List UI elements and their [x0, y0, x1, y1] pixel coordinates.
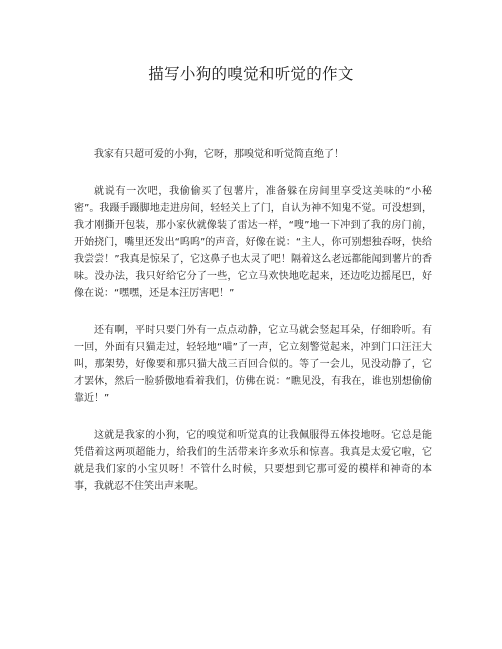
paragraph: 还有啊，平时只要门外有一点点动静，它立马就会竖起耳朵，仔细聆听。有一回，外面有只猫走过，轻轻地“喵”了一声，它立刻警觉起来，冲到门口汪汪大叫，那架势，好像要和那只猫大战三百回合似的。等了一会儿，见没动静了，它才罢休，然后一脸骄傲地看着我们，仿佛在说：“瞧见没，有我在，谁也别想偷偷靠近！” — [74, 325, 432, 404]
paragraph: 我家有只超可爱的小狗，它呀，那嗅觉和听觉简直绝了！ — [94, 149, 344, 160]
paragraph: 这就是我家的小狗，它的嗅觉和听觉真的让我佩服得五体投地呀。它总是能凭借着这两项超能力，给我们的生活带来许多欢乐和惊喜。我真是太爱它啦，它就是我们家的小宝贝呀！不管什么时候，只要想到它那可爱的模样和神奇的本事，我就忍不住笑出声来呢。 — [74, 430, 432, 492]
paragraph: 就说有一次吧，我偷偷买了包薯片，准备躲在房间里享受这美味的“小秘密”。我蹑手蹑脚地走进房间，轻轻关上了门，自认为神不知鬼不觉。可没想到，我才刚撕开包装，那小家伙就像装了雷达一样，“嗖”地一下冲到了我的房门前，开始挠门，嘴里还发出“呜呜”的声音，好像在说：“主人，你可别想独吞呀，快给我尝尝！”我真是惊呆了，它这鼻子也太灵了吧！隔着这么老远都能闻到薯片的香味。没办法，我只好给它分了一些，它立马欢快地吃起来，还边吃边摇尾巴，好像在说：“嘿嘿，还是本汪厉害吧！” — [74, 186, 432, 299]
document-title: 描写小狗的嗅觉和听觉的作文 — [148, 65, 354, 83]
document-body — [74, 146, 432, 515]
